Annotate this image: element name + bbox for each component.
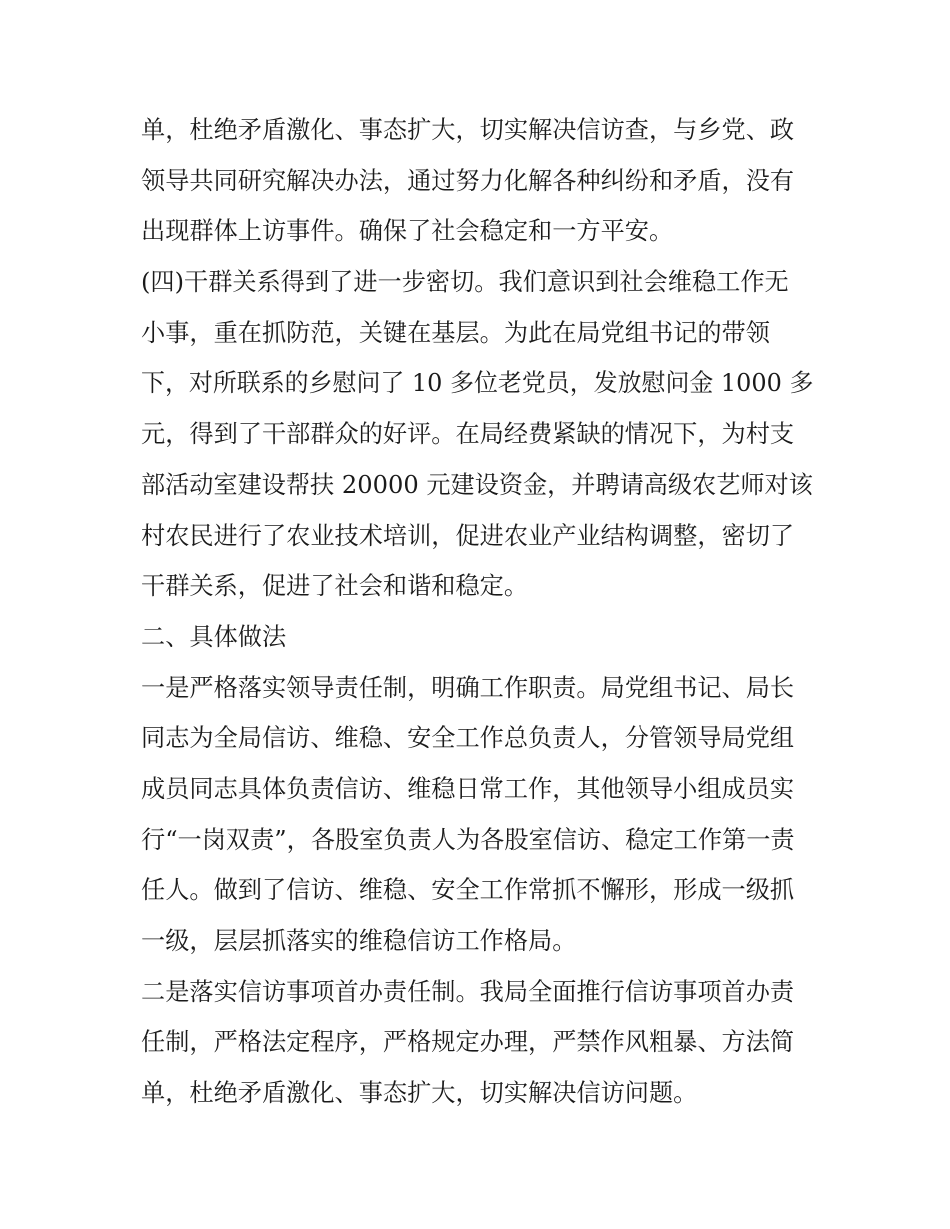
text-line-16: 任人。做到了信访、维稳、安全工作常抓不懈形，形成一级抓 xyxy=(141,876,795,905)
text-line-8: 部活动室建设帮扶 20000 元建设资金，并聘请高级农艺师对该 xyxy=(141,470,813,499)
text-line-9: 村农民进行了农业技术培训，促进农业产业结构调整，密切了 xyxy=(141,521,795,550)
text-line-7: 元，得到了干部群众的好评。在局经费紧缺的情况下，为村支 xyxy=(141,420,795,449)
text-line-14: 成员同志具体负责信访、维稳日常工作，其他领导小组成员实 xyxy=(141,774,795,803)
text-line-19: 任制，严格法定程序，严格规定办理，严禁作风粗暴、方法简 xyxy=(141,1028,795,1057)
text-line-20: 单，杜绝矛盾激化、事态扩大，切实解决信访问题。 xyxy=(141,1079,698,1108)
text-line-17: 一级，层层抓落实的维稳信访工作格局。 xyxy=(141,927,577,955)
text-line-2: 领导共同研究解决办法，通过努力化解各种纠纷和矛盾，没有 xyxy=(141,166,795,195)
text-line-15: 行“一岗双责”，各股室负责人为各股室信访、稳定工作第一责 xyxy=(141,825,795,854)
section-heading: 二、具体做法 xyxy=(141,622,287,651)
text-line-5: 小事，重在抓防范，关键在基层。为此在局党组书记的带领 xyxy=(141,318,770,347)
text-line-1: 单，杜绝矛盾激化、事态扩大，切实解决信访查，与乡党、政 xyxy=(141,116,795,144)
document-body xyxy=(141,105,813,1119)
text-line-13: 同志为全局信访、维稳、安全工作总负责人，分管领导局党组 xyxy=(141,724,795,753)
text-line-3: 出现群体上访事件。确保了社会稳定和一方平安。 xyxy=(141,217,674,246)
text-line-6: 下，对所联系的乡慰问了 10 多位老党员，发放慰问金 1000 多 xyxy=(141,369,814,398)
text-line-12: 一是严格落实领导责任制，明确工作职责。局党组书记、局长 xyxy=(141,673,795,702)
text-line-10: 干群关系，促进了社会和谐和稳定。 xyxy=(141,572,529,601)
text-line-4: (四)干群关系得到了进一步密切。我们意识到社会维稳工作无 xyxy=(141,268,789,297)
text-line-18: 二是落实信访事项首办责任制。我局全面推行信访事项首办责 xyxy=(141,977,795,1006)
